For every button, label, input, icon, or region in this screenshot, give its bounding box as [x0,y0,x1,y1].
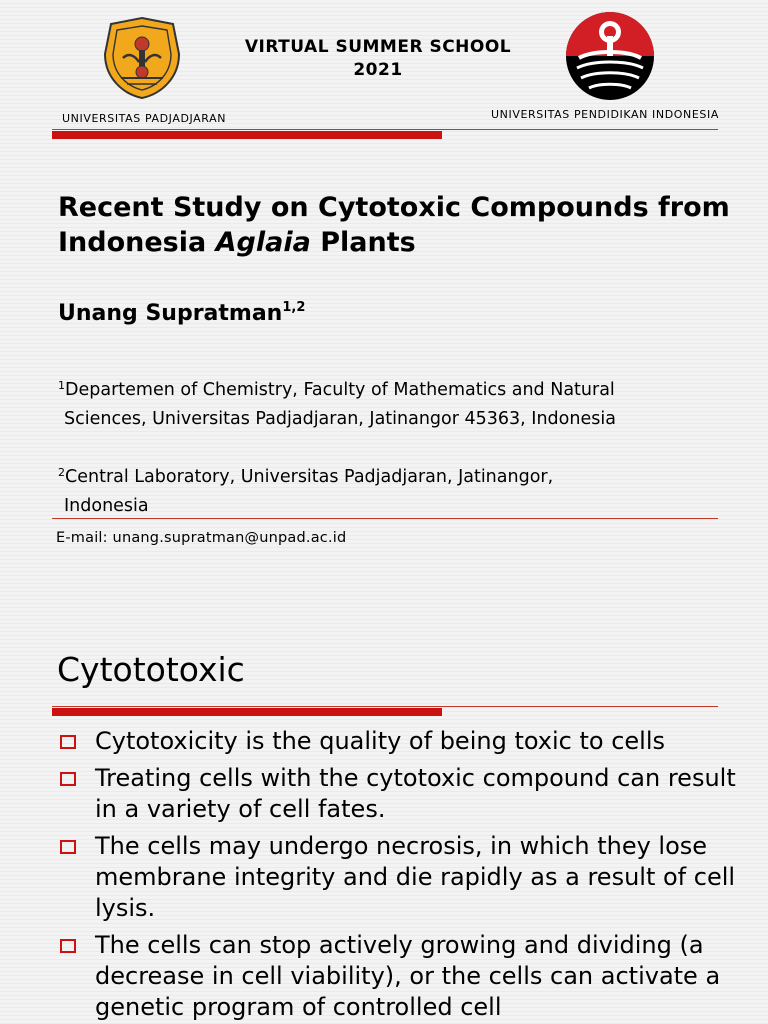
bullet-item [58,831,748,924]
author-text: Unang Supratman [58,301,283,326]
title-part1: Recent Study on Cytotoxic Compounds from Indonesia [58,192,730,258]
header-title-line2: 2021 [353,60,403,80]
bullet-text: The cells can stop actively growing and dividing (a decrease in cell viability), or the cells can activate a genetic program of controlled cell [95,931,721,1021]
bullet-list [58,726,748,1024]
slide-title [58,190,748,260]
bullet-text: Treating cells with the cytotoxic compound can result in a variety of cell fates. [95,764,736,823]
header-title-line1: VIRTUAL SUMMER SCHOOL [244,37,512,57]
title-part2: Plants [310,227,416,258]
bullet-item [58,763,748,825]
affiliation-1-line2: Sciences, Universitas Padjadjaran, Jatinangor 45363, Indonesia [64,409,616,429]
bullet-item [58,930,748,1023]
header-title [214,36,542,82]
affiliation-2 [58,458,758,521]
unpad-logo [101,16,183,100]
author-email: E-mail: unang.supratman@unpad.ac.id [56,530,347,546]
slide-heading: Cytototoxic [57,650,245,689]
affiliation-2-line2: Indonesia [64,496,149,516]
university-left-label: UNIVERSITAS PADJADJARAN [62,112,227,125]
upi-logo [563,10,657,102]
affiliation-1 [58,371,758,434]
heading-divider-thin [52,706,718,707]
bullet-item [58,726,748,757]
bullet-text: Cytotoxicity is the quality of being toxic to cells [95,727,666,755]
author-name [58,300,305,326]
header-divider-thin [52,129,718,130]
affiliation-2-line1: Central Laboratory, Universitas Padjadjaran, Jatinangor, [65,467,554,487]
square-bullet-icon [60,939,76,953]
square-bullet-icon [60,772,76,786]
author-superscript: 1,2 [282,300,306,315]
title-italic: Aglaia [215,227,311,258]
footer-divider [52,518,718,519]
affiliation-1-marker: 1 [58,379,65,392]
content-slide [0,610,768,1024]
university-right-label: UNIVERSITAS PENDIDIKAN INDONESIA [491,108,719,121]
square-bullet-icon [60,735,76,749]
bullet-text: The cells may undergo necrosis, in which they lose membrane integrity and die rapidly as a result of cell lysis. [95,832,736,922]
header-divider-thick [52,131,442,139]
square-bullet-icon [60,840,76,854]
heading-divider-thick [52,708,442,716]
affiliation-2-marker: 2 [58,466,65,479]
affiliation-1-line1: Departemen of Chemistry, Faculty of Mathematics and Natural [65,380,615,400]
